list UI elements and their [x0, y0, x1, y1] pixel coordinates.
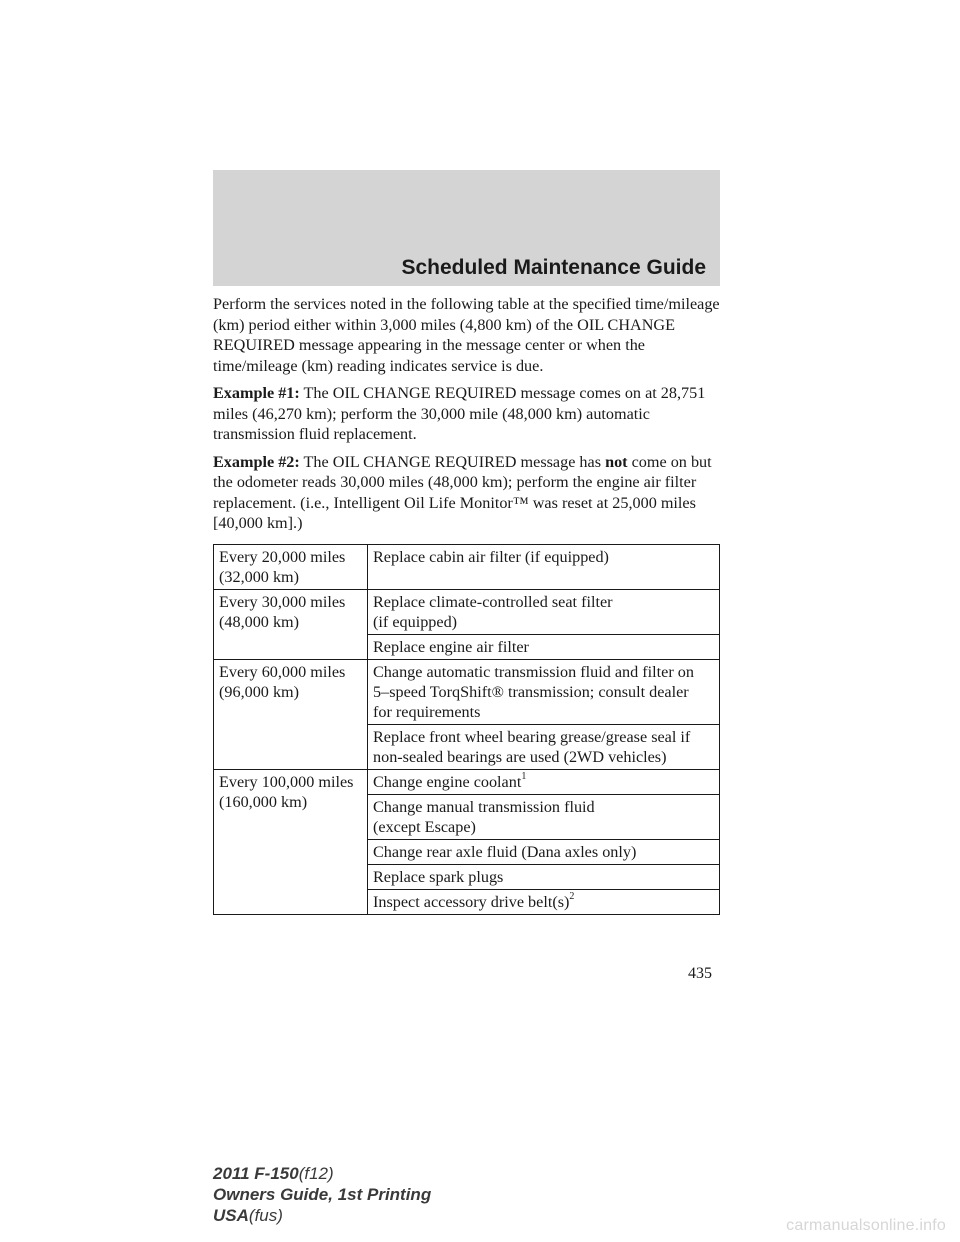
interval-cell — [214, 544, 368, 589]
service-cell — [368, 659, 720, 724]
intro-paragraph: Perform the services noted in the following table at the specified time/mileage (km) period either within 3,000 miles (4,800 km) of the OIL CHANGE REQUIRED message appearing in the message center or when the time/mileage (km) reading indicates service is due. — [213, 295, 720, 375]
service-text: non-sealed bearings are used (2WD vehicles) — [373, 747, 667, 766]
service-text: Change manual transmission fluid — [373, 797, 595, 816]
table-row — [214, 769, 720, 794]
service-cell — [368, 634, 720, 659]
page-content — [213, 294, 723, 915]
service-cell — [368, 889, 720, 914]
interval-line: (48,000 km) — [219, 612, 300, 631]
service-text: (if equipped) — [373, 612, 458, 631]
interval-cell — [214, 659, 368, 769]
table-row — [214, 544, 720, 589]
section-header-band — [213, 170, 720, 286]
interval-cell — [214, 769, 368, 914]
footer-line-3 — [213, 1205, 431, 1226]
footer-model: 2011 F-150 — [213, 1164, 299, 1183]
service-text: Replace spark plugs — [373, 867, 504, 886]
table-row — [214, 659, 720, 724]
service-cell — [368, 724, 720, 769]
example-2-emphasis: not — [605, 452, 628, 471]
interval-line: Every 20,000 miles — [219, 547, 346, 566]
example-1-label: Example #1: — [213, 384, 300, 402]
footer-region: USA — [213, 1206, 249, 1225]
footer-line-1 — [213, 1163, 431, 1184]
service-cell — [368, 589, 720, 634]
service-text: Change engine coolant — [373, 772, 522, 791]
interval-cell — [214, 589, 368, 659]
example-1-paragraph — [213, 383, 723, 445]
service-text: Inspect accessory drive belt(s) — [373, 892, 570, 911]
example-2-text-before: The OIL CHANGE REQUIRED message has — [303, 452, 606, 471]
example-2-paragraph — [213, 452, 723, 534]
service-cell — [368, 839, 720, 864]
section-title: Scheduled Maintenance Guide — [401, 256, 706, 279]
footer-region-code: (fus) — [248, 1206, 283, 1225]
service-text: (except Escape) — [373, 817, 476, 836]
interval-line: Every 100,000 miles — [219, 772, 354, 791]
interval-line: (96,000 km) — [219, 682, 300, 701]
service-text: 5–speed TorqShift® transmission; consult dealer — [373, 682, 689, 701]
service-text: Replace climate-controlled seat filter — [373, 592, 613, 611]
example-2-text-after: come on but the odometer reads 30,000 miles (48,000 km); perform the engine air filter replacement. (i.e., Intelligent Oil Life Monitor™ was reset at 25,000 miles [40,000 km].) — [213, 452, 712, 532]
service-text: Replace cabin air filter (if equipped) — [373, 547, 609, 566]
service-text: Replace front wheel bearing grease/grease seal if — [373, 727, 691, 746]
example-2-label: Example #2: — [213, 452, 300, 471]
service-cell — [368, 544, 720, 589]
service-cell — [368, 794, 720, 839]
service-cell — [368, 864, 720, 889]
service-cell — [368, 769, 720, 794]
footer-line-2: Owners Guide, 1st Printing — [213, 1185, 432, 1204]
document-footer — [213, 1163, 431, 1226]
service-text: for requirements — [373, 702, 481, 721]
footer-code: (f12) — [298, 1164, 334, 1183]
table-row — [214, 589, 720, 634]
interval-line: (160,000 km) — [219, 792, 308, 811]
example-1-text: The OIL CHANGE REQUIRED message comes on at 28,751 miles (46,270 km); perform the 30,000 mile (48,000 km) automatic transmission fluid replacement. — [213, 384, 706, 443]
page-number: 435 — [688, 965, 712, 982]
interval-line: Every 30,000 miles — [219, 592, 346, 611]
service-text: Change automatic transmission fluid and filter on — [373, 662, 694, 681]
footnote-marker: 1 — [521, 771, 527, 783]
service-text: Replace engine air filter — [373, 637, 529, 656]
interval-line: (32,000 km) — [219, 567, 300, 586]
watermark: carmanualsonline.info — [786, 1217, 946, 1234]
footnote-marker: 2 — [569, 891, 575, 903]
maintenance-table — [213, 544, 720, 915]
interval-line: Every 60,000 miles — [219, 662, 346, 681]
service-text: Change rear axle fluid (Dana axles only) — [373, 842, 637, 861]
